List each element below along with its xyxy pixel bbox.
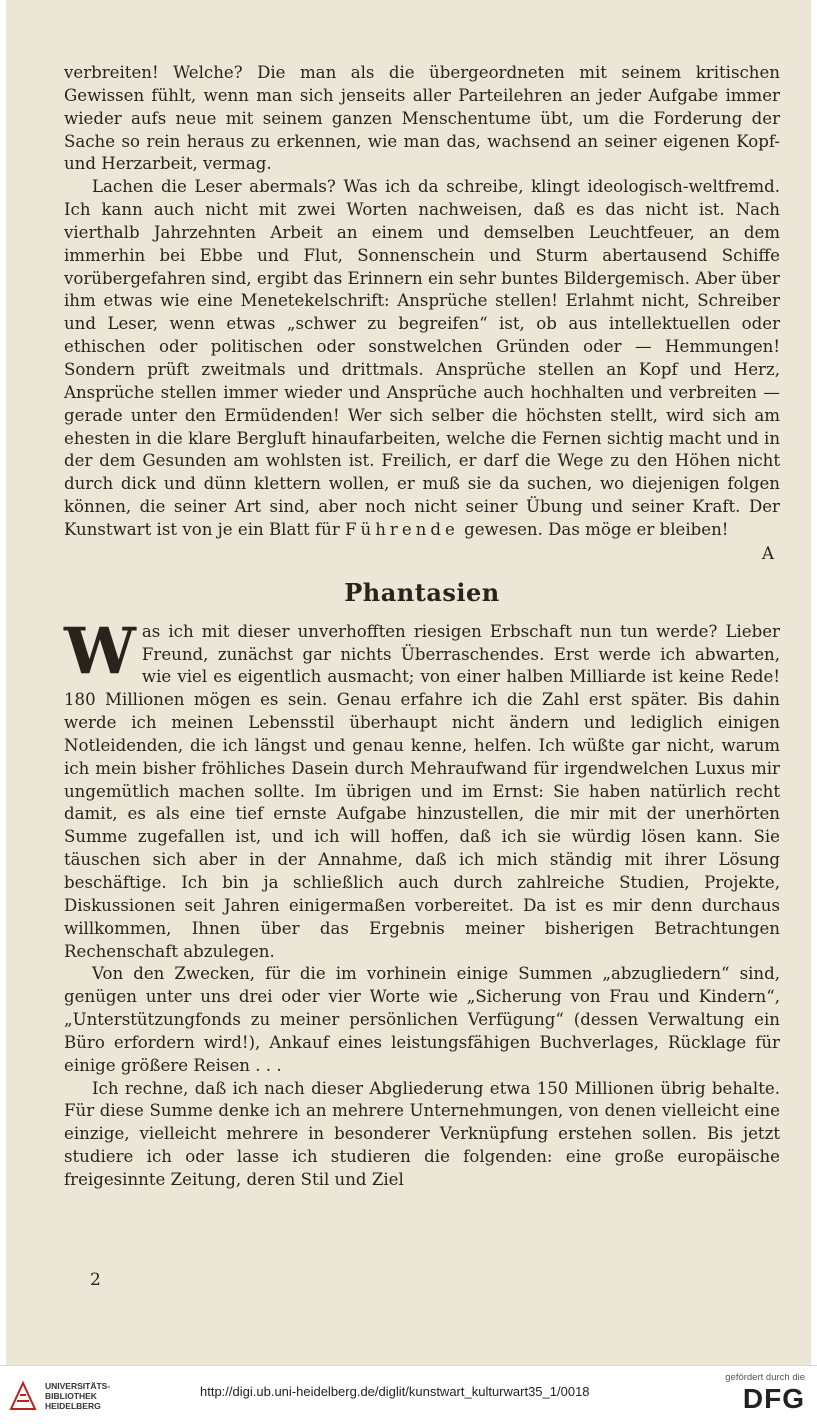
paragraph: Ich rechne, daß ich nach dieser Abgliederung etwa 150 Millionen übrig behalte. Für diese Summe denke ich an mehrere Unternehmungen, von denen vielleicht eine einzige, vielleicht mehrere in besonderer Verknüpfung erstehen sollen. Bis jetzt studiere ich oder lasse ich studieren die folgenden: eine große europäische freigesinnte Zeitung, deren Stil und Ziel — [64, 1078, 780, 1189]
page-number: 2 — [90, 1270, 101, 1290]
drop-cap: W — [64, 613, 136, 689]
article-title: Phantasien — [344, 577, 500, 607]
paragraph-text: Lachen die Leser abermals? Was ich da schreibe, klingt ideologisch-weltfremd. Ich kann auch nicht mit zwei Worten nachweisen, daß es das nicht ist. Nach vierthalb Jahrzehnten Arbeit an einem und demselben Leuchtfeuer, an dem immerhin bei Ebbe und Flut, Sonnenschein und Sturm abertausend Schiffe vorübergefahren sind, ergibt das Erinnern ein sehr buntes Bildergemisch. Aber über ihm etwas wie eine Menetekelschrift: Ansprüche stellen! Erlahmt nicht, Schreiber und Leser, wenn etwas „schwer zu begreifen“ ist, ob aus intellektuellen oder ethischen oder politischen oder sonstwelchen Gründen oder — Hemmungen! Sondern prüft zweitmals und drittmals. Ansprüche stellen an Kopf und Herz, Ansprüche stellen immer wieder und Ansprüche auch hochhalten und verbreiten — gerade unter den Ermüdenden! Wer sich selber die höchsten stellt, wird sich am ehesten in die klare Bergluft hinaufarbeiten, welche die Fernen sichtig macht und in der dem Gesunden am wohlsten ist. Freilich, er darf die Wege zu den Höhen nicht durch dick und dünn klettern wollen, er muß sie da suchen, wo diejenigen folgen können, die seiner Art sind, aber noch nicht seiner Übung und seiner Kraft. Der Kunstwart ist von je ein Blatt für Führende gewesen. Das möge er bleiben! — [64, 177, 780, 539]
library-logo[interactable] — [8, 1374, 183, 1418]
sponsor-caption: gefördert durch die — [725, 1372, 805, 1383]
library-name — [45, 1381, 110, 1411]
library-name-line: HEIDELBERG — [45, 1401, 101, 1411]
paragraph: Von den Zwecken, für die im vorhinein einige Summen „abzugliedern“ sind, genügen unter uns drei oder vier Worte wie „Sicherung von Frau und Kindern“, „Unterstützungfonds zu meiner persönlichen Verfügung“ (dessen Verwaltung ein Büro erfordern wird!), Ankauf eines leistungsfähigen Buchverlages, Rücklage für einige größere Reisen . . . — [64, 964, 780, 1075]
dfg-logo: DFG — [742, 1383, 805, 1414]
author-signature: A — [762, 543, 774, 563]
library-name-line: UNIVERSITÄTS- — [45, 1381, 111, 1391]
text-column — [64, 62, 780, 1192]
library-seal-icon — [8, 1379, 38, 1413]
viewer-footer — [0, 1365, 817, 1424]
paragraph — [64, 613, 780, 964]
sponsor-logo[interactable] — [725, 1372, 805, 1415]
paragraph-text: as ich mit dieser unverhofften riesigen Erbschaft nun tun werde? Lieber Freund, zunächst gar nichts Überraschendes. Erst werde ich abwarten, wie viel es eigentlich ausmacht; von einer halben Milliarde ist keine Rede! 180 Millionen mögen es sein. Genau erfahre ich die Zahl erst später. Bis dahin werde ich meinen Lebensstil überhaupt nicht ändern und lediglich einigen Notleidenden, die ich längst und genau kenne, helfen. Ich wüßte gar nicht, warum ich mein bisher fröhliches Dasein durch Mehraufwand für irgendwelchen Luxus mir ungemütlich machen sollte. Im übrigen und im Ernst: Sie haben natürlich recht damit, es als eine tief ernste Aufgabe hinzustellen, die mir mit der unerhörten Summe zugefallen ist, und ich will hoffen, daß ich sie würdig lösen kann. Sie täuschen sich aber in der Annahme, daß ich mich ständig mit ihrer Lösung beschäftige. Ich bin ja schließlich auch durch zahlreiche Studien, Projekte, Diskussionen seit Jahren einigermaßen vorbereitet. Da ist es mir denn durchaus willkommen, Ihnen über das Ergebnis meiner bisherigen Betrachtungen Rechenschaft abzulegen. — [64, 621, 780, 961]
paragraph: verbreiten! Welche? Die man als die übergeordneten mit seinem kritischen Gewissen fühlt, wenn man sich jenseits aller Parteilehren an jeder Aufgabe immer wieder aufs neue mit seinem ganzen Menschentume übt, um die Forderung der Sache so rein heraus zu erkennen, wie man das, wachsend an seiner eigenen Kopf- und Herzarbeit, vermag. — [64, 63, 780, 174]
scanned-page — [6, 0, 811, 1365]
page-url-link[interactable]: http://digi.ub.uni-heidelberg.de/diglit/kunstwart_kulturwart35_1/0018 — [200, 1384, 590, 1399]
paragraph — [64, 176, 780, 542]
library-name-line: BIBLIOTHEK — [45, 1391, 97, 1401]
